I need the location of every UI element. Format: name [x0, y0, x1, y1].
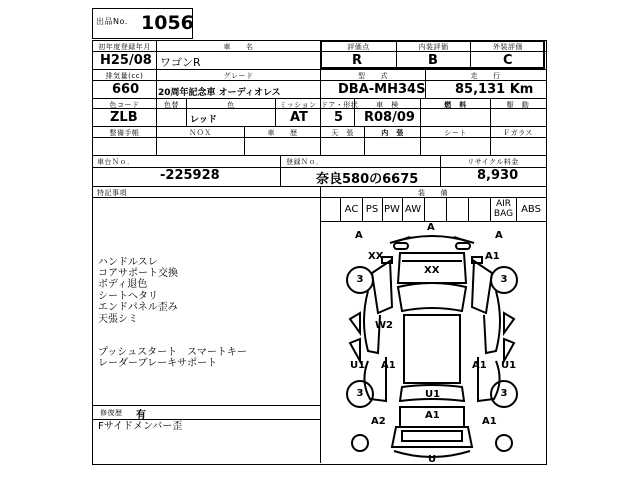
windshield — [398, 283, 466, 311]
doors-label: ドア・形状 — [321, 101, 359, 109]
remark-line: プッシュスタート スマートキー — [98, 347, 247, 358]
remark-line: シートヘタリ — [98, 291, 158, 302]
frame-no-value: -225928 — [160, 168, 220, 183]
interior2-label: 内 張 — [381, 129, 404, 137]
roof — [404, 315, 460, 383]
interior-value: B — [428, 53, 438, 68]
remark-line: レーダーブレーキサポート — [98, 358, 218, 369]
damage-front-right: A — [495, 230, 503, 241]
frame-no-label: 車台Ｎｏ． — [97, 158, 135, 166]
damage-hood: XX — [424, 265, 440, 276]
damage-l-rear-door: A1 — [381, 360, 396, 371]
repair-note: Fサイドメンバー歪 — [98, 421, 183, 432]
damage-r-rocker: U1 — [501, 360, 517, 371]
tire-rear-left-value: 3 — [356, 388, 364, 399]
history-label: 車 歴 — [267, 129, 298, 137]
equip-ac: AC — [344, 204, 359, 215]
repair-label: 修復歴 — [100, 409, 123, 417]
drive-label: 駆 動 — [506, 101, 530, 109]
damage-front-left: A — [355, 230, 363, 241]
equip-pw: PW — [384, 204, 400, 215]
recycle-label: リサイクル料金 — [467, 158, 519, 166]
color-label: 色 — [227, 101, 235, 109]
seat-label: シート — [444, 129, 467, 137]
damage-l-rocker: U1 — [350, 360, 366, 371]
fuel-label: 燃 料 — [444, 101, 467, 109]
remark-line: エンドパネル歪み — [98, 302, 178, 313]
color-change-label: 色替 — [164, 101, 179, 109]
exterior-value: C — [503, 53, 513, 68]
remarks-label: 特記事項 — [97, 189, 127, 197]
tire-front-right-value: 3 — [500, 274, 508, 285]
damage-l-front-door: W2 — [375, 320, 393, 331]
damage-roof-rear: U1 — [425, 389, 441, 400]
exterior-label: 外装評価 — [493, 43, 523, 51]
manual-label: 整備手帳 — [109, 129, 140, 137]
model-value: DBA-MH34S — [338, 82, 426, 97]
score-label: 評価点 — [347, 43, 370, 51]
car-name-value: ワゴンR — [160, 56, 201, 69]
car-name-label: 車 名 — [223, 43, 254, 51]
equipment-label: 装 備 — [418, 189, 448, 197]
color-code-label: 色コード — [109, 101, 140, 109]
mileage-value: 85,131 Km — [455, 82, 534, 97]
equip-ps: PS — [365, 204, 379, 215]
transmission-label: ミッション — [279, 101, 317, 109]
first-reg-value: H25/08 — [100, 53, 152, 68]
equip-airbag: AIR BAG — [493, 199, 514, 219]
left-body — [372, 261, 392, 313]
color-code-value: ZLB — [110, 110, 138, 125]
lot-label: 出品No． — [96, 17, 134, 26]
damage-rear-bumper: U — [428, 454, 437, 465]
damage-r-rear-door: A1 — [472, 360, 487, 371]
damage-rear-right: A1 — [482, 416, 497, 427]
grade-value: 20周年記念車 オーディオレス — [158, 88, 281, 98]
tire-front-left-value: 3 — [356, 274, 364, 285]
remark-line: ボディ退色 — [98, 279, 148, 290]
recycle-value: 8,930 — [477, 168, 519, 183]
model-label: 型 式 — [358, 72, 388, 80]
right-body — [472, 261, 492, 313]
remark-line: ハンドルスレ — [98, 257, 158, 268]
grade-label: グレード — [223, 72, 254, 80]
first-reg-label: 初年度登録年月 — [98, 43, 151, 51]
equip-abs: ABS — [521, 204, 541, 215]
equip-aw: AW — [404, 204, 422, 215]
mileage-label: 走 行 — [470, 72, 501, 80]
interior-label: 内装評価 — [418, 43, 449, 51]
lot-number: 1056 — [141, 12, 194, 34]
reg-no-label: 登録Ｎｏ． — [286, 158, 324, 166]
damage-front-center: A — [427, 222, 435, 233]
damage-fl-fender: XX — [368, 251, 384, 262]
score-value: R — [352, 53, 363, 68]
inspection-label: 車 検 — [376, 101, 399, 109]
damage-rear-left: A2 — [371, 416, 386, 427]
fglass-label: Ｆガラス — [503, 129, 533, 137]
displacement-label: 排気量(cc) — [105, 72, 144, 80]
color-value: レッド — [190, 115, 217, 125]
remark-line: コアサポート交換 — [98, 268, 178, 279]
repair-value: 有 — [136, 410, 146, 421]
transmission-value: AT — [290, 110, 308, 125]
damage-fr-fender: A1 — [485, 251, 500, 262]
doors-value: 5 — [334, 110, 344, 125]
reg-no-value: 奈良580の6675 — [316, 172, 419, 187]
displacement-value: 660 — [112, 82, 140, 97]
sunroof-label: 天 張 — [331, 129, 354, 137]
nox-label: ＮＯＸ — [189, 129, 212, 137]
tire-rear-right-value: 3 — [500, 388, 508, 399]
car-diagram — [320, 221, 545, 463]
remark-line: 天張シミ — [98, 314, 138, 325]
inspection-value: R08/09 — [364, 110, 415, 125]
damage-trunk: A1 — [425, 410, 440, 421]
